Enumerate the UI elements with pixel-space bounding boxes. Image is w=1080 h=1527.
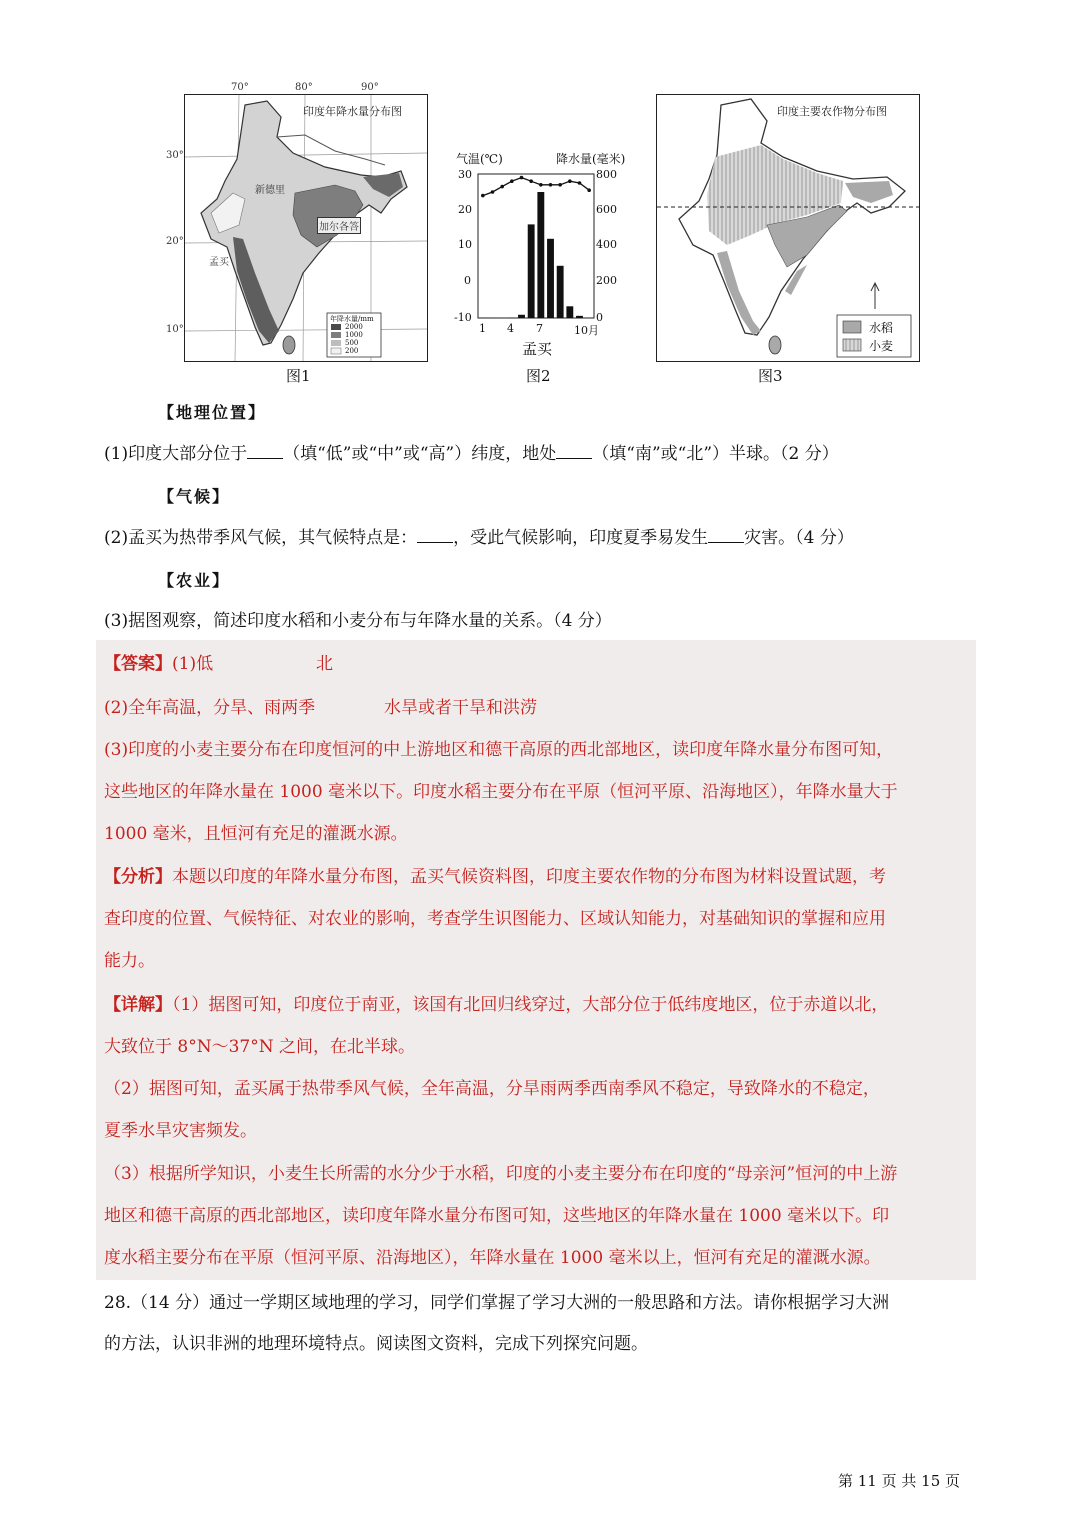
answer-1a: (1)低 xyxy=(172,654,214,674)
temp-tick-0: 0 xyxy=(464,274,471,287)
temp-tick-30: 30 xyxy=(458,168,472,181)
temp-point-7 xyxy=(539,183,543,187)
month-tick-1: 1 xyxy=(479,322,486,335)
answer-1b: 北 xyxy=(316,654,333,674)
chart-city-label: 孟买 xyxy=(522,340,553,358)
detail-tag: 【详解】 xyxy=(104,995,172,1015)
city-label-kolkata: 加尔各答 xyxy=(317,217,361,234)
precip-legend-2000: 2000 xyxy=(345,323,363,331)
answer-3-line-1: (3)印度的小麦主要分布在印度恒河的中上游地区和德干高原的西北部地区，读印度年降水量分布图可知， xyxy=(104,740,894,760)
fig1-caption: 图1 xyxy=(286,367,311,385)
crop-legend-rice: 水稻 xyxy=(869,321,894,335)
temp-point-5 xyxy=(520,176,524,180)
month-tick-7: 7 xyxy=(536,322,543,335)
lon-tick-70: 70° xyxy=(231,82,249,93)
q1-part-c: （填“南”或“北”）半球。（2 分） xyxy=(592,444,839,464)
temp-point-3 xyxy=(500,185,504,189)
month-tick-4: 4 xyxy=(507,322,514,335)
detail-p3-line-3: 度水稻主要分布在平原（恒河平原、沿海地区），年降水量在 1000 毫米以上，恒河有充足的灌溉水源。 xyxy=(104,1248,881,1268)
city-label-new-delhi: 新德里 xyxy=(255,185,285,196)
lat-tick-10: 10° xyxy=(166,324,184,335)
precipitation-map-drawing xyxy=(185,95,427,361)
question-28-line-2: 的方法，认识非洲的地理环境特点。阅读图文资料，完成下列探究问题。 xyxy=(104,1334,648,1354)
detail-p3-line-1: （3）根据所学知识，小麦生长所需的水分少于水稻，印度的小麦主要分布在印度的“母亲河”恒河的中上游 xyxy=(104,1164,898,1184)
question-3: (3)据图观察，简述印度水稻和小麦分布与年降水量的关系。（4 分） xyxy=(104,611,612,631)
temp-tick-minus10: -10 xyxy=(454,311,472,324)
precip-bar-5 xyxy=(518,315,525,318)
q2-part-a: (2)孟买为热带季风气候，其气候特点是： xyxy=(104,528,418,548)
answer-2a: (2)全年高温，分旱、雨两季 xyxy=(104,698,316,718)
precip-bar-10 xyxy=(566,306,573,318)
question-2 xyxy=(104,526,854,549)
temp-tick-20: 20 xyxy=(458,203,472,216)
detail-p1-line-2: 大致位于 8°N～37°N 之间，在北半球。 xyxy=(104,1037,416,1057)
analysis-line-2: 查印度的位置、气候特征、对农业的影响，考查学生识图能力、区域认知能力，对基础知识的掌握和应用 xyxy=(104,909,886,929)
precip-tick-600: 600 xyxy=(596,203,617,216)
q1-blank-1 xyxy=(247,442,283,459)
q1-blank-2 xyxy=(556,442,592,459)
month-tick-10: 10月 xyxy=(574,324,599,337)
precip-bars xyxy=(479,192,592,318)
precip-legend-200: 200 xyxy=(345,347,359,355)
figure-2-climate-chart xyxy=(450,146,640,360)
crop-legend-wheat: 小麦 xyxy=(869,339,894,353)
detail-p2-line-1: （2）据图可知，孟买属于热带季风气候，全年高温，分旱雨两季西南季风不稳定，导致降水的不稳定， xyxy=(104,1079,880,1099)
page-footer: 第 11 页 共 15 页 xyxy=(838,1472,961,1490)
temp-point-8 xyxy=(549,183,553,187)
lat-tick-30: 30° xyxy=(166,150,184,161)
temperature-line xyxy=(483,178,589,196)
precip-axis-label: 降水量(毫米) xyxy=(556,152,626,166)
temp-point-6 xyxy=(529,179,533,183)
precip-legend-1000: 1000 xyxy=(345,331,363,339)
section-header-agriculture: 【农业】 xyxy=(158,571,231,590)
analysis-text-1: 本题以印度的年降水量分布图，孟买气候资料图，印度主要农作物的分布图为材料设置试题，考 xyxy=(172,867,886,887)
answer-2b: 水旱或者干旱和洪涝 xyxy=(384,698,537,718)
temperature-points xyxy=(481,176,591,198)
fig2-caption: 图2 xyxy=(526,367,551,385)
q1-part-b: （填“低”或“中”或“高”）纬度，地处 xyxy=(283,444,557,464)
section-header-geography: 【地理位置】 xyxy=(158,403,267,422)
q2-part-c: 灾害。（4 分） xyxy=(744,528,854,548)
city-label-mumbai: 孟买 xyxy=(209,257,229,268)
precip-tick-0: 0 xyxy=(596,311,603,324)
q1-part-a: (1)印度大部分位于 xyxy=(104,444,248,464)
detail-p1-text-1: （1）据图可知，印度位于南亚，该国有北回归线穿过，大部分位于低纬度地区，位于赤道以北， xyxy=(172,995,889,1015)
question-1 xyxy=(104,442,839,465)
answer-tag: 【答案】 xyxy=(104,654,172,674)
figure-1-precipitation-map xyxy=(184,94,428,362)
question-28-line-1: 28.（14 分）通过一学期区域地理的学习，同学们掌握了学习大洲的一般思路和方法。请你根据学习大洲 xyxy=(104,1293,890,1313)
fig3-caption: 图3 xyxy=(758,367,783,385)
lon-tick-80: 80° xyxy=(295,82,313,93)
q2-blank-2 xyxy=(708,526,744,543)
precip-bar-6 xyxy=(528,224,535,318)
section-header-climate: 【气候】 xyxy=(158,487,231,506)
lat-tick-20: 20° xyxy=(166,236,184,247)
temp-point-1 xyxy=(481,194,485,198)
temp-point-2 xyxy=(491,190,495,194)
detail-p1-line-1 xyxy=(104,994,888,1016)
fig1-title: 印度年降水量分布图 xyxy=(303,105,402,118)
temp-point-9 xyxy=(558,183,562,187)
temp-axis-label: 气温(℃) xyxy=(456,152,503,166)
figure-3-crop-map xyxy=(656,94,920,362)
answer-3-line-3: 1000 毫米，且恒河有充足的灌溉水源。 xyxy=(104,824,408,844)
analysis-line-3: 能力。 xyxy=(104,951,155,971)
answer-line-1 xyxy=(104,653,213,675)
lon-tick-90: 90° xyxy=(361,82,379,93)
analysis-line-1 xyxy=(104,866,886,888)
precip-bar-11 xyxy=(576,316,583,318)
precip-tick-200: 200 xyxy=(596,274,617,287)
q2-blank-1 xyxy=(417,526,453,543)
temp-point-10 xyxy=(568,179,572,183)
precip-bar-8 xyxy=(547,239,554,318)
temp-point-11 xyxy=(578,181,582,185)
precip-legend-500: 500 xyxy=(345,339,359,347)
detail-p3-line-2: 地区和德干高原的西北部地区，读印度年降水量分布图可知，这些地区的年降水量在 1000 毫米以下。印 xyxy=(104,1206,890,1226)
precip-bar-7 xyxy=(537,192,544,318)
precip-legend-title: 年降水量/mm xyxy=(330,315,374,323)
answer-3-line-2: 这些地区的年降水量在 1000 毫米以下。印度水稻主要分布在平原（恒河平原、沿海地区），年降水量大于 xyxy=(104,782,898,802)
analysis-tag: 【分析】 xyxy=(104,867,172,887)
temp-tick-10: 10 xyxy=(458,238,472,251)
detail-p2-line-2: 夏季水旱灾害频发。 xyxy=(104,1121,257,1141)
precip-bar-9 xyxy=(557,266,564,318)
temp-point-4 xyxy=(510,179,514,183)
fig3-title: 印度主要农作物分布图 xyxy=(777,105,887,118)
q2-part-b: ，受此气候影响，印度夏季易发生 xyxy=(453,528,709,548)
precip-tick-400: 400 xyxy=(596,238,617,251)
precip-tick-800: 800 xyxy=(596,168,617,181)
temp-point-12 xyxy=(587,188,591,192)
